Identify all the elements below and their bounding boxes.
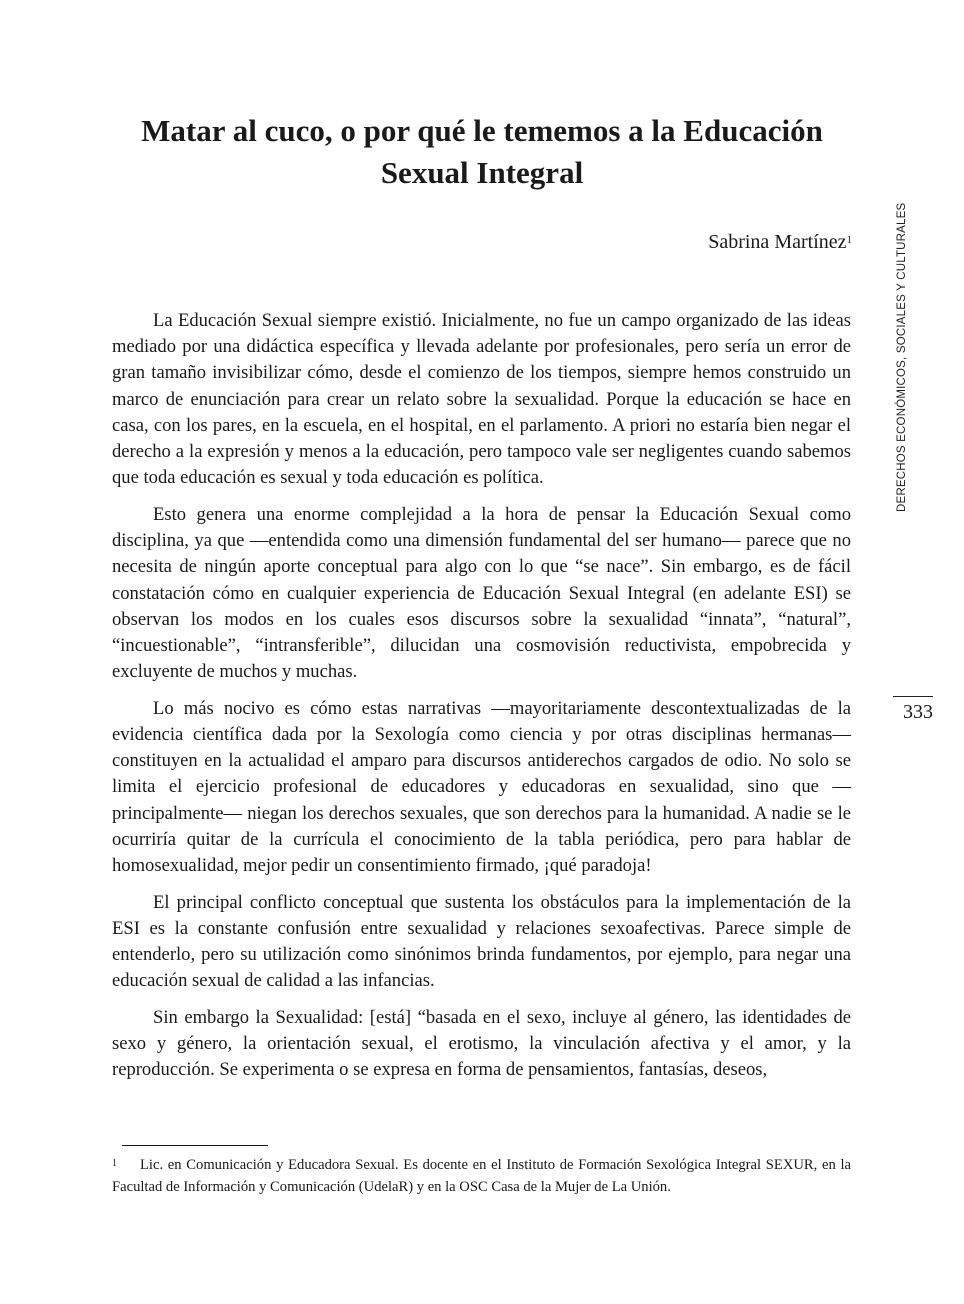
footnote-mark: 1 [112, 1158, 117, 1169]
author-name: Sabrina Martínez [708, 231, 847, 253]
author-byline [708, 228, 852, 256]
footnote [112, 1154, 851, 1198]
paragraph-4: El principal conflicto conceptual que sustenta los obstáculos para la implementación de la ESI es la constante confusión entre sexualidad y relaciones sexoafectivas. Parece simple de entenderlo, pero su utilización como sinónimos brinda fundamentos, por ejemplo, para negar una educación sexual de calidad a las infancias. [112, 891, 851, 992]
footnote-text: Lic. en Comunicación y Educadora Sexual. Es docente en el Instituto de Formación Sexológica Integral SEXUR, en la Facultad de Información y Comunicación (UdelaR) y en la OSC Casa de la Mujer de La Unión. [112, 1157, 851, 1195]
body-text [112, 308, 851, 1094]
page-number: 333 [903, 701, 933, 723]
paragraph-5: Sin embargo la Sexualidad: [está] “basada en el sexo, incluye al género, las identidades de sexo y género, la orientación sexual, el erotismo, la vinculación afectiva y el amor, y la reproducción. Se experimenta o se expresa en forma de pensamientos, fantasías, deseos, [112, 1007, 851, 1081]
author-footnote-ref: 1 [846, 234, 852, 246]
paragraph-2: Esto genera una enorme complejidad a la hora de pensar la Educación Sexual como disciplina, ya que —entendida como una dimensión fundamental del ser humano— parece que no necesita de ningún aporte conceptual para algo con lo que “se nace”. Sin embargo, es de fácil constatación cómo en cualquier experiencia de Educación Sexual Integral (en adelante ESI) se observan los modos en los cuales esos discursos sobre la sexualidad “innata”, “natural”, “incuestionable”, “intransferible”, dilucidan una cosmovisión reductivista, empobrecida y excluyente de muchos y muchas. [112, 503, 851, 683]
footnote-separator [122, 1145, 268, 1146]
section-side-label: DERECHOS ECONÓMICOS, SOCIALES Y CULTURALES [896, 202, 908, 512]
paragraph-3: Lo más nocivo es cómo estas narrativas —mayoritariamente descontextualizadas de la evidencia científica dada por la Sexología como ciencia y por otras disciplinas hermanas— constituyen en la actualidad el amparo para discursos antiderechos cargados de odio. No solo se limita el ejercicio profesional de educadores y educadoras en sexualidad, sino que —principalmente— niegan los derechos sexuales, que son derechos para la humanidad. A nadie se le ocurriría quitar de la currícula el conocimiento de la tabla periódica, pero para hablar de homosexualidad, mejor pedir un consentimiento firmado, ¡qué paradoja! [112, 697, 851, 877]
chapter-title: Matar al cuco, o por qué le tememos a la Educación Sexual Integral [141, 113, 823, 190]
page-number-rule [893, 696, 933, 697]
paragraph-1: La Educación Sexual siempre existió. Inicialmente, no fue un campo organizado de las ideas mediado por una didáctica específica y llevada adelante por profesionales, pero sería un error de gran tamaño invisibilizar cómo, desde el comienzo de los tiempos, siempre hemos construido un marco de enunciación para crear un relato sobre la sexualidad. Porque la educación se hace en casa, con los pares, en la escuela, en el hospital, en el parlamento. A priori no estaría bien negar el derecho a la expresión y menos a la educación, pero tampoco vale ser negligentes cuando sabemos que toda educación es sexual y toda educación es política. [112, 310, 851, 489]
